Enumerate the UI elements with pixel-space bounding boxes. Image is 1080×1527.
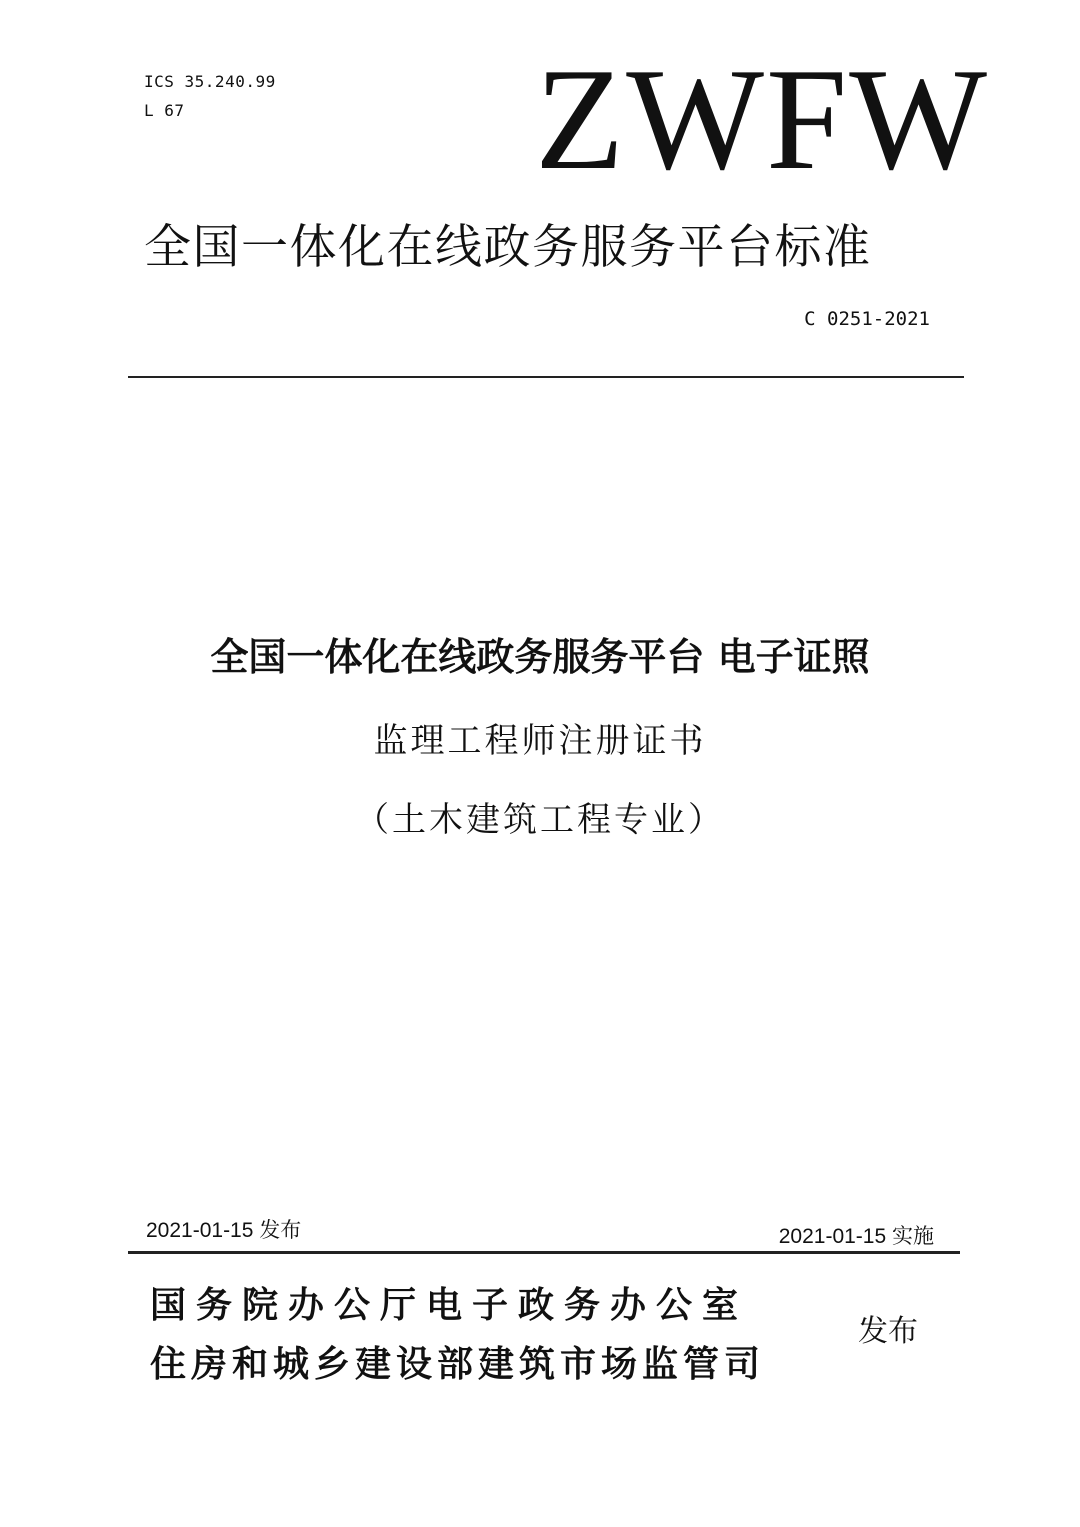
standard-mark: ZWFW	[535, 38, 989, 200]
document-subtitle: 监理工程师注册证书	[373, 721, 707, 761]
header-divider	[128, 376, 964, 378]
ics-code: ICS 35.240.99	[144, 72, 276, 91]
issuer-line-1: 国务院办公厅电子政务办公室	[150, 1284, 749, 1326]
footer-divider	[128, 1251, 960, 1254]
standard-category-title: 全国一体化在线政务服务平台标准	[144, 220, 872, 275]
document-specialty: （土木建筑工程专业）	[355, 800, 725, 840]
implementation-date: 2021-01-15 实施	[778, 1225, 934, 1248]
issue-label: 发布	[858, 1314, 918, 1349]
standard-number: C 0251-2021	[804, 308, 930, 330]
issuer-line-2: 住房和城乡建设部建筑市场监管司	[150, 1343, 766, 1385]
ccs-code: L 67	[144, 101, 185, 120]
document-title: 全国一体化在线政务服务平台 电子证照	[210, 635, 870, 679]
publish-date: 2021-01-15 发布	[146, 1219, 302, 1242]
